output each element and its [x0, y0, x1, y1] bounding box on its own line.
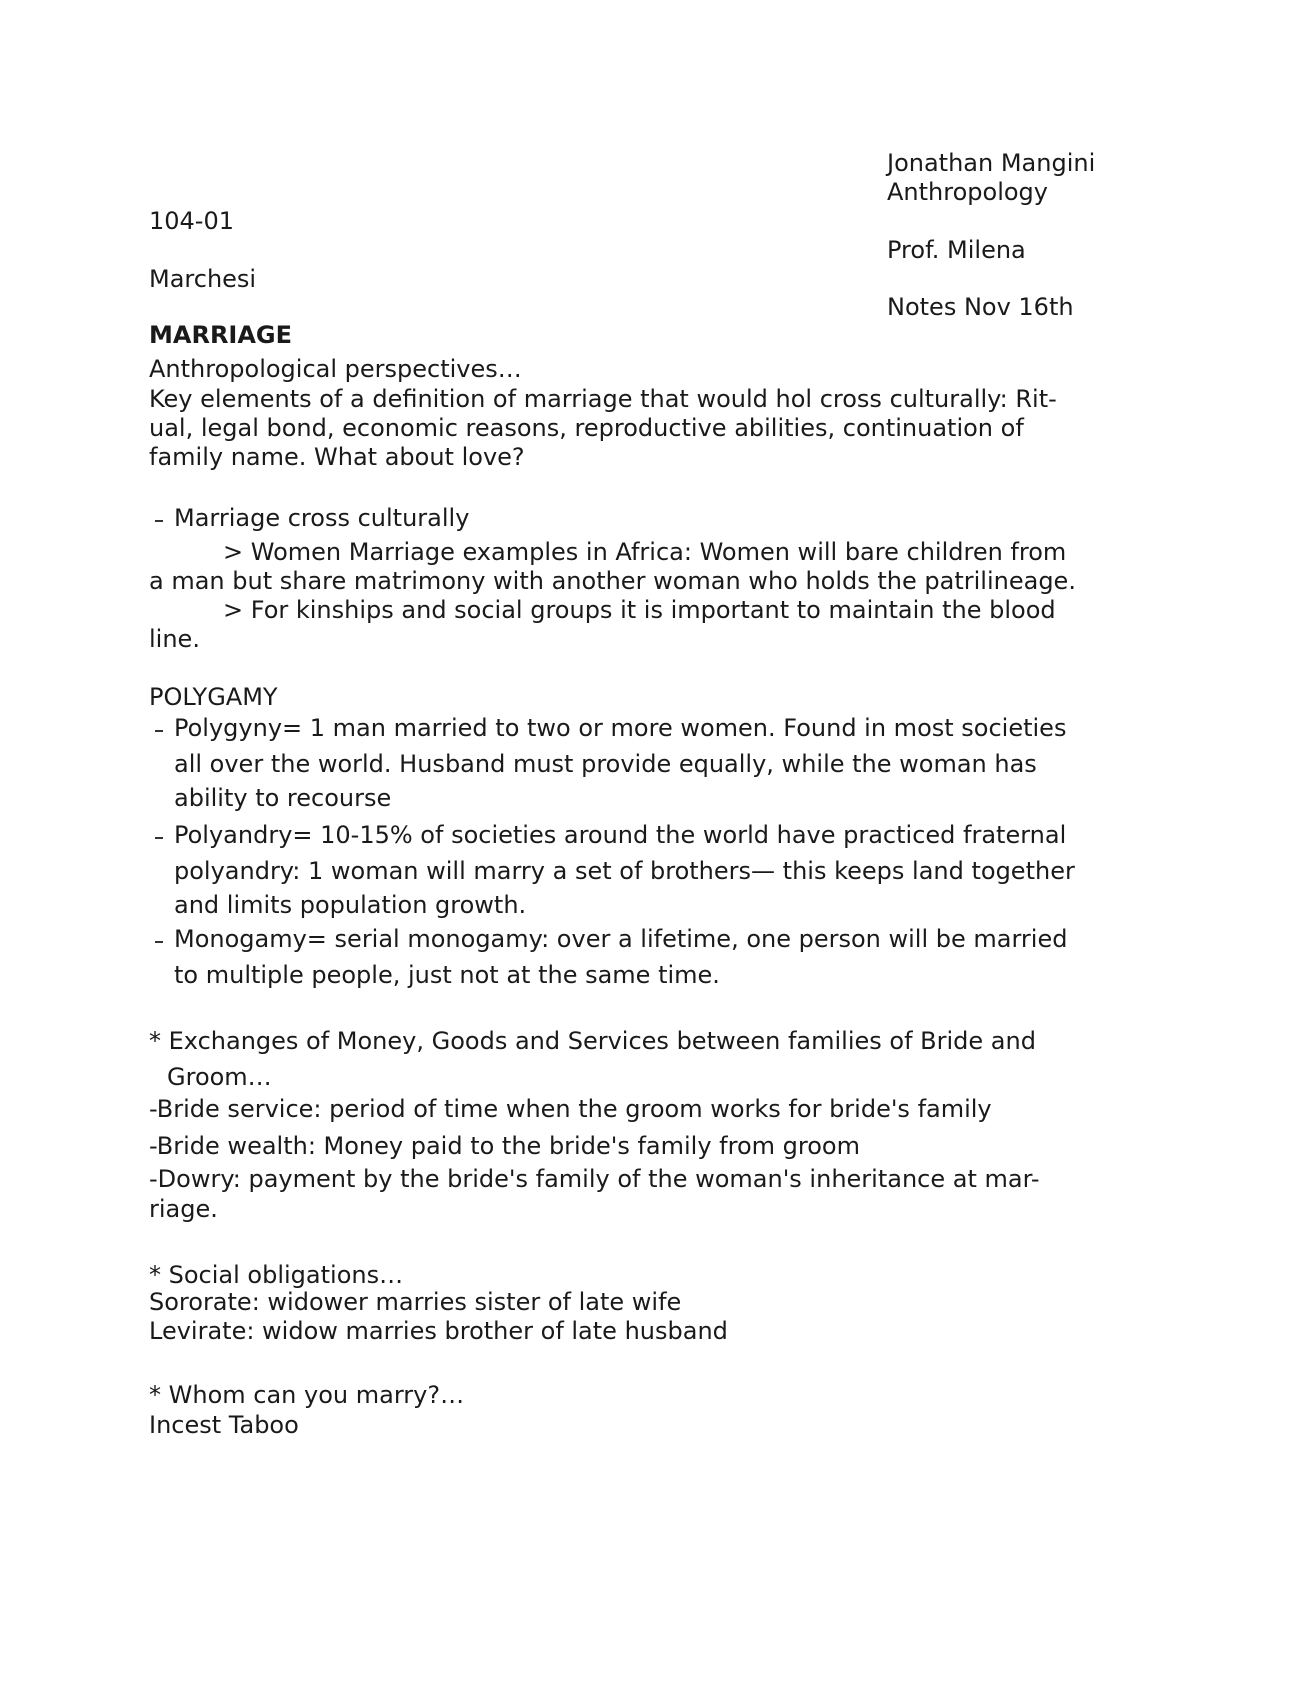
polygamy-item: Polygyny= 1 man married to two or more women. Found in most societies — [174, 714, 1067, 742]
dowry: -Dowry: payment by the bride's family of the woman's inheritance at mar- — [149, 1165, 1040, 1193]
notes-date: Notes Nov 16th — [887, 293, 1074, 321]
whom-heading: * Whom can you marry?… — [149, 1381, 465, 1409]
page-title: MARRIAGE — [149, 321, 293, 349]
polygamy-item: polyandry: 1 woman will marry a set of brothers— this keeps land together — [174, 857, 1075, 885]
cross-culture-item: line. — [149, 625, 200, 653]
section-number: 104-01 — [149, 207, 235, 235]
bullet-dash-icon — [155, 520, 163, 522]
cross-culture-item: > For kinships and social groups it is important to maintain the blood — [223, 596, 1056, 624]
professor-name: Prof. Milena — [887, 236, 1026, 264]
cross-culture-bullet: Marriage cross culturally — [174, 504, 470, 532]
bride-service: -Bride service: period of time when the groom works for bride's family — [149, 1095, 992, 1123]
intro-line: Anthropological perspectives… — [149, 355, 522, 383]
intro-line: Key elements of a definition of marriage that would hol cross culturally: Rit- — [149, 385, 1057, 413]
polygamy-item: Polyandry= 10-15% of societies around the world have practiced fraternal — [174, 821, 1067, 849]
polygamy-item: ability to recourse — [174, 784, 392, 812]
professor-surname: Marchesi — [149, 265, 257, 293]
polygamy-item: to multiple people, just not at the same time. — [174, 961, 720, 989]
intro-line: family name. What about love? — [149, 443, 525, 471]
polygamy-item: Monogamy= serial monogamy: over a lifetime, one person will be married — [174, 925, 1068, 953]
polygamy-item: all over the world. Husband must provide equally, while the woman has — [174, 750, 1037, 778]
cross-culture-item: > Women Marriage examples in Africa: Women will bare children from — [223, 538, 1067, 566]
polygamy-heading: POLYGAMY — [149, 683, 278, 711]
bullet-dash-icon — [155, 730, 163, 732]
intro-line: ual, legal bond, economic reasons, reproductive abilities, continuation of — [149, 414, 1024, 442]
cross-culture-item: a man but share matrimony with another woman who holds the patrilineage. — [149, 567, 1076, 595]
levirate: Levirate: widow marries brother of late husband — [149, 1317, 728, 1345]
exchanges-heading: Groom… — [167, 1063, 272, 1091]
bullet-dash-icon — [155, 941, 163, 943]
polygamy-item: and limits population growth. — [174, 891, 527, 919]
exchanges-heading: * Exchanges of Money, Goods and Services between families of Bride and — [149, 1027, 1036, 1055]
bullet-dash-icon — [155, 837, 163, 839]
social-heading: * Social obligations… — [149, 1261, 404, 1289]
dowry: riage. — [149, 1195, 218, 1223]
author-name: Jonathan Mangini — [887, 149, 1096, 177]
bride-wealth: -Bride wealth: Money paid to the bride's family from groom — [149, 1132, 860, 1160]
course-name: Anthropology — [887, 178, 1048, 206]
sororate: Sororate: widower marries sister of late wife — [149, 1288, 682, 1316]
incest-taboo: Incest Taboo — [149, 1411, 299, 1439]
